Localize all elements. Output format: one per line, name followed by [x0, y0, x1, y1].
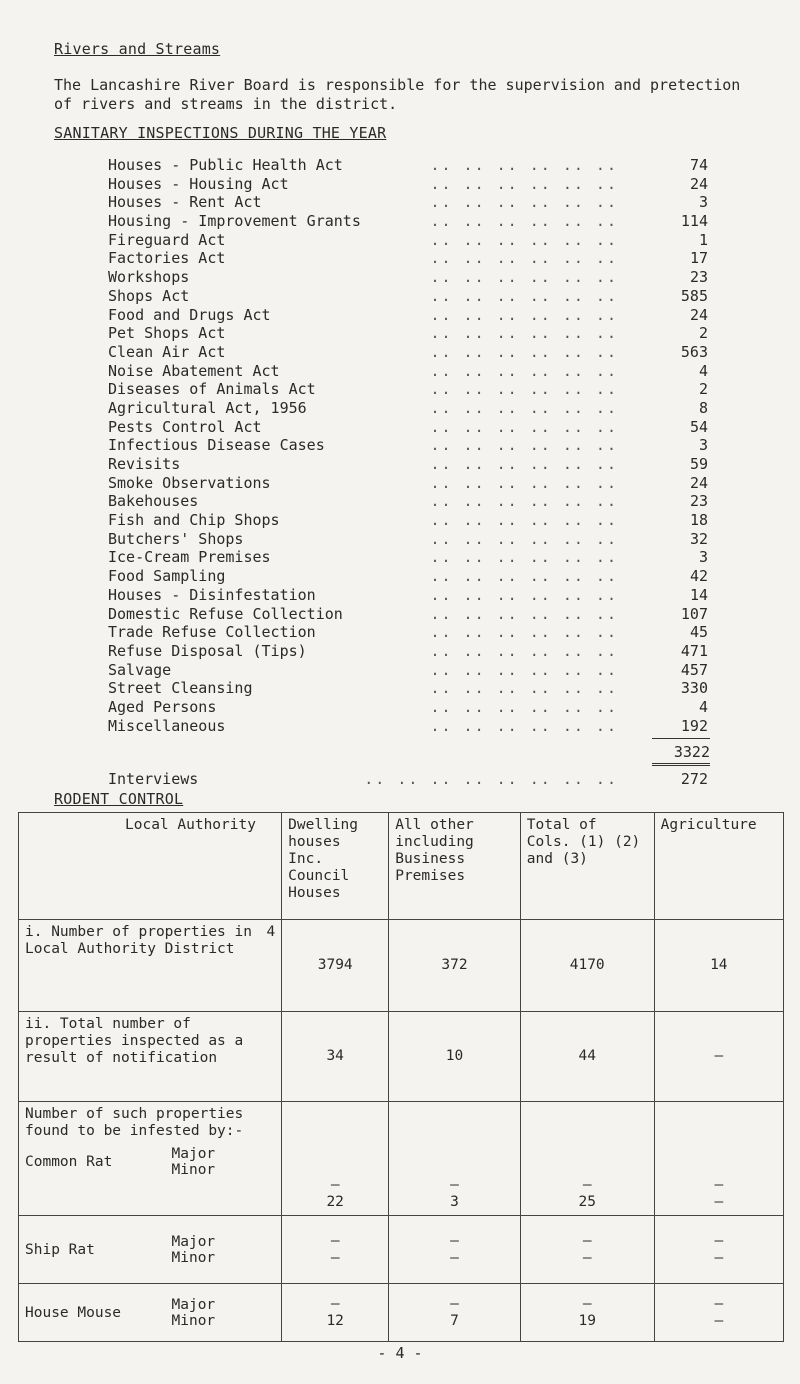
common-rat-other	[389, 1102, 521, 1216]
inspection-label: Factories Act	[108, 249, 226, 268]
house-mouse-agri-minor: –	[714, 1312, 724, 1329]
list-item	[108, 661, 708, 680]
inspection-value: 24	[689, 174, 708, 193]
leader-dots: .. .. .. .. .. ..	[430, 305, 618, 324]
list-item	[108, 623, 708, 642]
total-rule-bottom	[652, 763, 710, 766]
list-item	[108, 380, 708, 399]
list-item	[108, 698, 708, 717]
inspection-value: 74	[689, 156, 708, 174]
inspections-list	[108, 156, 708, 735]
inspection-value: 18	[689, 511, 708, 530]
house-mouse-major: Major	[171, 1296, 216, 1313]
list-item	[108, 287, 708, 306]
house-mouse-row	[25, 1297, 275, 1329]
house-mouse-other	[389, 1284, 521, 1342]
ship-rat-minor: Minor	[171, 1249, 216, 1266]
common-rat-dwelling	[282, 1102, 389, 1216]
row1-local-authority: 4	[266, 924, 276, 940]
leader-dots: .. .. .. .. .. ..	[430, 268, 618, 287]
inspection-label: Diseases of Animals Act	[108, 380, 316, 399]
common-rat-other-minor: 3	[450, 1194, 459, 1210]
inspection-label: Fish and Chip Shops	[108, 511, 280, 530]
row2-label: ii. Total number of properties inspected as a result of notification	[19, 1012, 282, 1102]
house-mouse-label-cell	[19, 1284, 282, 1342]
ship-rat-total	[520, 1216, 654, 1284]
common-rat-agri-major: –	[714, 1177, 724, 1193]
row1-agriculture: 14	[654, 920, 783, 1012]
inspection-value: 24	[689, 473, 708, 492]
inspection-value: 4	[698, 361, 708, 380]
list-item	[108, 586, 708, 605]
leader-dots: .. .. .. .. .. ..	[430, 529, 618, 548]
inspection-label: Houses - Disinfestation	[108, 585, 316, 604]
list-item	[108, 567, 708, 586]
table-header-row	[19, 813, 784, 920]
leader-dots: .. .. .. .. .. ..	[430, 623, 618, 642]
ship-rat-other-major: –	[450, 1232, 459, 1249]
table-row	[19, 1216, 784, 1284]
list-item	[108, 511, 708, 530]
inspection-value: 114	[680, 212, 708, 231]
inspection-label: Pet Shops Act	[108, 324, 226, 343]
inspection-label: Aged Persons	[108, 697, 217, 716]
common-rat-dwelling-major: –	[330, 1177, 340, 1193]
inspection-label: Domestic Refuse Collection	[108, 604, 343, 623]
header-total: Total of Cols. (1) (2) and (3)	[520, 813, 654, 920]
list-item	[108, 193, 708, 212]
inspection-label: Pests Control Act	[108, 417, 262, 436]
ship-rat-row	[25, 1234, 275, 1266]
intro-paragraph	[54, 76, 754, 114]
ship-rat-label-cell	[19, 1216, 282, 1284]
inspection-label: Houses - Public Health Act	[108, 156, 343, 174]
inspection-value: 330	[680, 679, 708, 698]
header-other: All other including Business Premises	[389, 813, 521, 920]
list-item	[108, 362, 708, 381]
common-rat-row	[25, 1146, 275, 1178]
leader-dots: .. .. .. .. .. ..	[430, 174, 618, 193]
house-mouse-other-minor: 7	[450, 1312, 459, 1329]
leader-dots: .. .. .. .. .. ..	[430, 398, 618, 417]
ship-rat-agri-major: –	[714, 1232, 724, 1249]
table-row	[19, 920, 784, 1012]
inspection-label: Fireguard Act	[108, 230, 226, 249]
inspection-label: Houses - Rent Act	[108, 193, 262, 212]
inspection-label: Miscellaneous	[108, 716, 226, 735]
leader-dots: .. .. .. .. .. ..	[430, 342, 618, 361]
house-mouse-other-major: –	[450, 1295, 459, 1312]
common-rat-other-major: –	[450, 1177, 459, 1193]
header-label	[19, 813, 282, 920]
house-mouse-total	[520, 1284, 654, 1342]
leader-dots: .. .. .. .. .. ..	[430, 436, 618, 455]
inspection-value: 59	[689, 455, 708, 473]
inspection-label: Trade Refuse Collection	[108, 623, 316, 642]
ship-rat-total-major: –	[582, 1232, 592, 1249]
header-agriculture: Agriculture	[654, 813, 783, 920]
inspection-label: Shops Act	[108, 286, 190, 305]
rivers-heading: Rivers and Streams	[54, 40, 221, 58]
house-mouse-sizes	[172, 1297, 216, 1329]
page-number: - 4 -	[377, 1344, 423, 1362]
common-rat-label: Common Rat	[25, 1154, 113, 1170]
list-item	[108, 156, 708, 175]
common-rat-agriculture	[654, 1102, 783, 1216]
inspection-label: Houses - Housing Act	[108, 174, 289, 193]
list-item	[108, 306, 708, 325]
leader-dots: .. .. .. .. .. .. .. ..	[364, 770, 618, 788]
inspection-value: 8	[698, 398, 708, 417]
common-rat-minor: Minor	[171, 1162, 216, 1178]
leader-dots: .. .. .. .. .. ..	[430, 212, 618, 231]
leader-dots: .. .. .. .. .. ..	[430, 660, 618, 679]
inspection-value: 3	[698, 548, 708, 567]
inspection-value: 471	[680, 641, 708, 660]
list-item	[108, 548, 708, 567]
inspections-heading: SANITARY INSPECTIONS DURING THE YEAR	[54, 124, 387, 142]
list-item	[108, 474, 708, 493]
leader-dots: .. .. .. .. .. ..	[430, 697, 618, 716]
row2-other: 10	[389, 1012, 521, 1102]
rodent-heading: RODENT CONTROL	[54, 790, 184, 808]
inspection-label: Revisits	[108, 455, 181, 473]
common-rat-sizes	[172, 1146, 216, 1178]
inspection-value: 23	[689, 492, 708, 511]
list-item	[108, 175, 708, 194]
list-item	[108, 212, 708, 231]
ship-rat-total-minor: –	[582, 1249, 592, 1266]
inspection-value: 192	[680, 716, 708, 735]
leader-dots: .. .. .. .. .. ..	[430, 455, 618, 473]
header-dwelling: Dwelling houses Inc. Council Houses	[282, 813, 389, 920]
inspection-value: 45	[689, 623, 708, 642]
leader-dots: .. .. .. .. .. ..	[430, 641, 618, 660]
ship-rat-dwelling-minor: –	[330, 1249, 340, 1266]
row1-dwelling-value: 3794	[317, 957, 353, 973]
inspection-label: Clean Air Act	[108, 342, 226, 361]
common-rat-dwelling-minor: 22	[326, 1194, 344, 1210]
inspection-value: 3	[698, 193, 708, 212]
leader-dots: .. .. .. .. .. ..	[430, 380, 618, 399]
inspection-value: 2	[698, 380, 708, 399]
inspection-label: Housing - Improvement Grants	[108, 212, 361, 231]
common-rat-total-major: –	[582, 1177, 592, 1193]
house-mouse-dwelling-major: –	[330, 1295, 340, 1312]
list-item	[108, 605, 708, 624]
leader-dots: .. .. .. .. .. ..	[430, 511, 618, 530]
inspection-label: Butchers' Shops	[108, 529, 244, 548]
inspection-value: 14	[689, 585, 708, 604]
row2-total: 44	[520, 1012, 654, 1102]
common-rat-major: Major	[171, 1146, 216, 1162]
inspection-value: 4	[698, 697, 708, 716]
list-item	[108, 492, 708, 511]
ship-rat-other	[389, 1216, 521, 1284]
leader-dots: .. .. .. .. .. ..	[430, 679, 618, 698]
ship-rat-agri-minor: –	[714, 1249, 724, 1266]
inspection-label: Food and Drugs Act	[108, 305, 271, 324]
intro-text: The Lancashire River Board is responsible for the supervision and pretection of rivers and streams in the district.	[54, 76, 741, 113]
inspection-value: 42	[689, 567, 708, 586]
house-mouse-dwelling	[282, 1284, 389, 1342]
inspection-label: Salvage	[108, 660, 172, 679]
list-item	[108, 436, 708, 455]
table-row	[19, 1284, 784, 1342]
inspection-label: Ice-Cream Premises	[108, 548, 271, 567]
row3-label	[19, 1102, 282, 1216]
leader-dots: .. .. .. .. .. ..	[430, 286, 618, 305]
leader-dots: .. .. .. .. .. ..	[430, 193, 618, 212]
house-mouse-dwelling-minor: 12	[326, 1312, 344, 1329]
inspection-label: Street Cleansing	[108, 679, 253, 698]
row1-label-text: i. Number of properties in Local Authority District	[25, 924, 252, 957]
inspection-value: 457	[680, 660, 708, 679]
row1-total: 4170	[520, 920, 654, 1012]
ship-rat-other-minor: –	[450, 1249, 459, 1266]
leader-dots: .. .. .. .. .. ..	[430, 249, 618, 268]
leader-dots: .. .. .. .. .. ..	[430, 361, 618, 380]
leader-dots: .. .. .. .. .. ..	[430, 585, 618, 604]
inspection-value: 107	[680, 604, 708, 623]
interviews-label: Interviews	[108, 770, 199, 788]
inspection-value: 32	[689, 529, 708, 548]
ship-rat-dwelling-major: –	[330, 1232, 340, 1249]
inspection-value: 23	[689, 268, 708, 287]
list-item	[108, 343, 708, 362]
leader-dots: .. .. .. .. .. ..	[430, 473, 618, 492]
leader-dots: .. .. .. .. .. ..	[430, 604, 618, 623]
inspection-value: 17	[689, 249, 708, 268]
list-item	[108, 324, 708, 343]
table-row	[19, 1102, 784, 1216]
leader-dots: .. .. .. .. .. ..	[430, 230, 618, 249]
house-mouse-minor: Minor	[171, 1312, 216, 1329]
common-rat-agri-minor: –	[714, 1194, 724, 1210]
inspection-value: 24	[689, 305, 708, 324]
inspection-value: 1	[698, 230, 708, 249]
list-item	[108, 418, 708, 437]
ship-rat-major: Major	[171, 1233, 216, 1250]
ship-rat-agriculture	[654, 1216, 783, 1284]
inspection-value: 3	[698, 436, 708, 455]
list-item	[108, 268, 708, 287]
inspection-label: Infectious Disease Cases	[108, 436, 325, 455]
ship-rat-label: Ship Rat	[25, 1241, 95, 1258]
total-rule-top	[652, 738, 710, 739]
leader-dots: .. .. .. .. .. ..	[430, 567, 618, 586]
leader-dots: .. .. .. .. .. ..	[430, 324, 618, 343]
list-item	[108, 231, 708, 250]
inspection-label: Bakehouses	[108, 492, 199, 511]
list-item	[108, 717, 708, 736]
inspection-label: Refuse Disposal (Tips)	[108, 641, 307, 660]
table-row	[19, 1012, 784, 1102]
ship-rat-sizes	[172, 1234, 216, 1266]
inspection-label: Smoke Observations	[108, 473, 271, 492]
house-mouse-total-minor: 19	[578, 1312, 596, 1329]
list-item	[108, 642, 708, 661]
common-rat-total	[520, 1102, 654, 1216]
house-mouse-agri-major: –	[714, 1295, 724, 1312]
house-mouse-agriculture	[654, 1284, 783, 1342]
row1-other: 372	[389, 920, 521, 1012]
inspections-total: 3322	[673, 743, 710, 761]
row2-agriculture: –	[654, 1012, 783, 1102]
leader-dots: .. .. .. .. .. ..	[430, 492, 618, 511]
interviews-row	[108, 770, 708, 789]
row1-dwelling	[282, 920, 389, 1012]
row2-dwelling: 34	[282, 1012, 389, 1102]
house-mouse-label: House Mouse	[25, 1304, 122, 1321]
inspection-label: Agricultural Act, 1956	[108, 398, 307, 417]
leader-dots: .. .. .. .. .. ..	[430, 716, 618, 735]
inspection-label: Workshops	[108, 268, 190, 287]
list-item	[108, 530, 708, 549]
inspection-label: Noise Abatement Act	[108, 361, 280, 380]
ship-rat-dwelling	[282, 1216, 389, 1284]
house-mouse-total-major: –	[582, 1295, 592, 1312]
inspection-value: 563	[680, 342, 708, 361]
interviews-value: 272	[680, 770, 708, 788]
leader-dots: .. .. .. .. .. ..	[430, 548, 618, 567]
leader-dots: .. .. .. .. .. ..	[430, 417, 618, 436]
header-local-authority: Local Authority	[125, 817, 256, 833]
row1-label	[19, 920, 282, 1012]
list-item	[108, 679, 708, 698]
rodent-control-table	[18, 812, 784, 1342]
inspection-value: 585	[680, 286, 708, 305]
inspection-value: 54	[689, 417, 708, 436]
list-item	[108, 455, 708, 474]
inspection-value: 2	[698, 324, 708, 343]
common-rat-total-minor: 25	[578, 1194, 596, 1210]
leader-dots: .. .. .. .. .. ..	[430, 156, 618, 174]
list-item	[108, 399, 708, 418]
inspection-label: Food Sampling	[108, 567, 226, 586]
row3-label-text: Number of such properties found to be infested by:-	[25, 1106, 244, 1139]
list-item	[108, 249, 708, 268]
